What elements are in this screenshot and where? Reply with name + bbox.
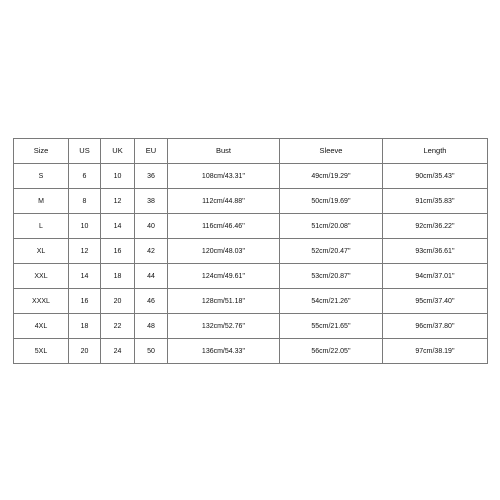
cell-eu: 44 — [135, 264, 168, 289]
cell-bust: 128cm/51.18'' — [168, 289, 280, 314]
cell-us: 10 — [69, 214, 101, 239]
cell-us: 6 — [69, 164, 101, 189]
cell-length: 90cm/35.43'' — [383, 164, 488, 189]
cell-size: S — [14, 164, 69, 189]
cell-bust: 112cm/44.88'' — [168, 189, 280, 214]
header-uk: UK — [101, 139, 135, 164]
cell-us: 18 — [69, 314, 101, 339]
cell-us: 14 — [69, 264, 101, 289]
table-row — [14, 189, 488, 214]
cell-size: XXXL — [14, 289, 69, 314]
cell-bust: 108cm/43.31'' — [168, 164, 280, 189]
header-size: Size — [14, 139, 69, 164]
cell-sleeve: 56cm/22.05'' — [280, 339, 383, 364]
cell-eu: 38 — [135, 189, 168, 214]
cell-us: 20 — [69, 339, 101, 364]
cell-bust: 124cm/49.61'' — [168, 264, 280, 289]
cell-length: 93cm/36.61'' — [383, 239, 488, 264]
cell-size: M — [14, 189, 69, 214]
header-eu: EU — [135, 139, 168, 164]
cell-eu: 42 — [135, 239, 168, 264]
header-us: US — [69, 139, 101, 164]
cell-size: XXL — [14, 264, 69, 289]
table-row — [14, 214, 488, 239]
cell-length: 94cm/37.01'' — [383, 264, 488, 289]
header-bust: Bust — [168, 139, 280, 164]
cell-uk: 22 — [101, 314, 135, 339]
cell-length: 92cm/36.22'' — [383, 214, 488, 239]
cell-size: 4XL — [14, 314, 69, 339]
cell-us: 16 — [69, 289, 101, 314]
cell-sleeve: 54cm/21.26'' — [280, 289, 383, 314]
cell-uk: 14 — [101, 214, 135, 239]
cell-length: 91cm/35.83'' — [383, 189, 488, 214]
table-header-row — [14, 139, 488, 164]
cell-uk: 12 — [101, 189, 135, 214]
table-row — [14, 314, 488, 339]
cell-eu: 50 — [135, 339, 168, 364]
cell-bust: 136cm/54.33'' — [168, 339, 280, 364]
cell-length: 95cm/37.40'' — [383, 289, 488, 314]
cell-sleeve: 53cm/20.87'' — [280, 264, 383, 289]
cell-eu: 48 — [135, 314, 168, 339]
cell-eu: 36 — [135, 164, 168, 189]
cell-us: 12 — [69, 239, 101, 264]
size-chart-table — [13, 138, 488, 364]
header-sleeve: Sleeve — [280, 139, 383, 164]
cell-sleeve: 49cm/19.29'' — [280, 164, 383, 189]
header-length: Length — [383, 139, 488, 164]
cell-sleeve: 50cm/19.69'' — [280, 189, 383, 214]
cell-uk: 20 — [101, 289, 135, 314]
cell-length: 96cm/37.80'' — [383, 314, 488, 339]
table-row — [14, 339, 488, 364]
table-row — [14, 264, 488, 289]
cell-eu: 40 — [135, 214, 168, 239]
table-row — [14, 289, 488, 314]
cell-size: XL — [14, 239, 69, 264]
cell-length: 97cm/38.19'' — [383, 339, 488, 364]
table-row — [14, 164, 488, 189]
table-row — [14, 239, 488, 264]
cell-uk: 10 — [101, 164, 135, 189]
cell-size: L — [14, 214, 69, 239]
cell-bust: 132cm/52.76'' — [168, 314, 280, 339]
cell-sleeve: 51cm/20.08'' — [280, 214, 383, 239]
cell-uk: 16 — [101, 239, 135, 264]
cell-size: 5XL — [14, 339, 69, 364]
cell-us: 8 — [69, 189, 101, 214]
cell-uk: 24 — [101, 339, 135, 364]
cell-sleeve: 52cm/20.47'' — [280, 239, 383, 264]
cell-eu: 46 — [135, 289, 168, 314]
cell-bust: 120cm/48.03'' — [168, 239, 280, 264]
cell-uk: 18 — [101, 264, 135, 289]
cell-sleeve: 55cm/21.65'' — [280, 314, 383, 339]
cell-bust: 116cm/46.46'' — [168, 214, 280, 239]
